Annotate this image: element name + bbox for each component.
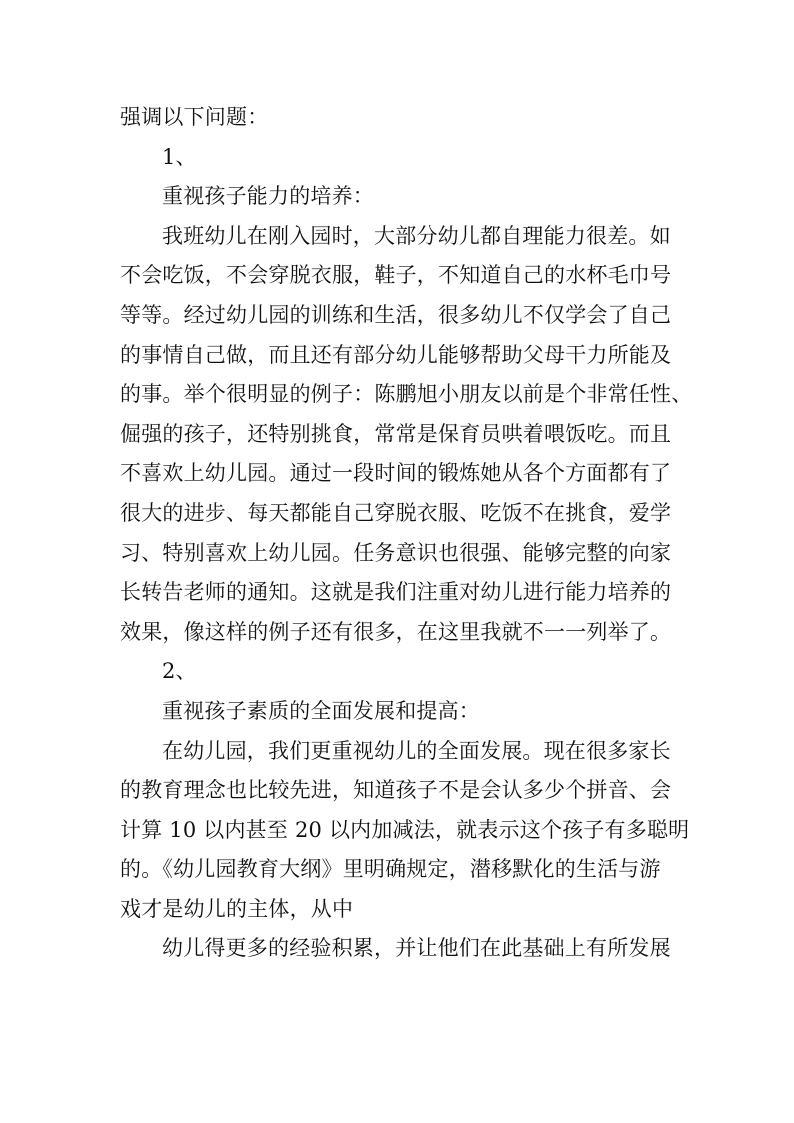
paragraph-line: 长转告老师的通知。这就是我们注重对幼儿进行能力培养的 — [120, 580, 672, 605]
document-body — [120, 98, 693, 969]
paragraph-line: 效果，像这样的例子还有很多，在这里我就不一一列举了。 — [120, 619, 672, 644]
paragraph-line: 很大的进步、每天都能自己穿脱衣服、吃饭不在挑食，爱学 — [120, 500, 672, 525]
paragraph-line: 计算 10 以内甚至 20 以内加减法，就表示这个孩子有多聪明 — [120, 817, 690, 842]
paragraph-line: 等等。经过幼儿园的训练和生活，很多幼儿不仅学会了自己 — [120, 302, 672, 327]
paragraph-line: 的。《幼儿园教育大纲》里明确规定，潜移默化的生活与游 — [120, 857, 661, 882]
paragraph-line: 我班幼儿在刚入园时，大部分幼儿都自理能力很差。如 — [162, 223, 671, 248]
paragraph-line: 在幼儿园，我们更重视幼儿的全面发展。现在很多家长 — [162, 738, 671, 763]
paragraph-line: 的事。举个很明显的例子：陈鹏旭小朋友以前是个非常任性、 — [120, 382, 693, 407]
section-heading-quality: 重视孩子素质的全面发展和提高： — [162, 698, 480, 723]
paragraph-line: 的教育理念也比较先进，知道孩子不是会认多少个拼音、会 — [120, 778, 672, 803]
paragraph-line: 倔强的孩子，还特别挑食，常常是保育员哄着喂饭吃。而且 — [120, 421, 672, 446]
paragraph-line: 不喜欢上幼儿园。通过一段时间的锻炼她从各个方面都有了 — [120, 461, 672, 486]
list-number-2: 2、 — [162, 659, 197, 684]
list-number-1: 1、 — [162, 144, 197, 169]
paragraph-line: 幼儿得更多的经验积累，并让他们在此基础上有所发展 — [162, 936, 671, 961]
section-heading-ability: 重视孩子能力的培养： — [162, 184, 374, 209]
paragraph-line: 戏才是幼儿的主体，从中 — [120, 896, 354, 921]
paragraph-line: 习、特别喜欢上幼儿园。任务意识也很强、能够完整的向家 — [120, 540, 672, 565]
paragraph-line: 不会吃饭，不会穿脱衣服，鞋子，不知道自己的水杯毛巾号 — [120, 263, 672, 288]
text-line-intro: 强调以下问题： — [120, 105, 269, 129]
paragraph-line: 的事情自己做，而且还有部分幼儿能够帮助父母干力所能及 — [120, 342, 672, 367]
